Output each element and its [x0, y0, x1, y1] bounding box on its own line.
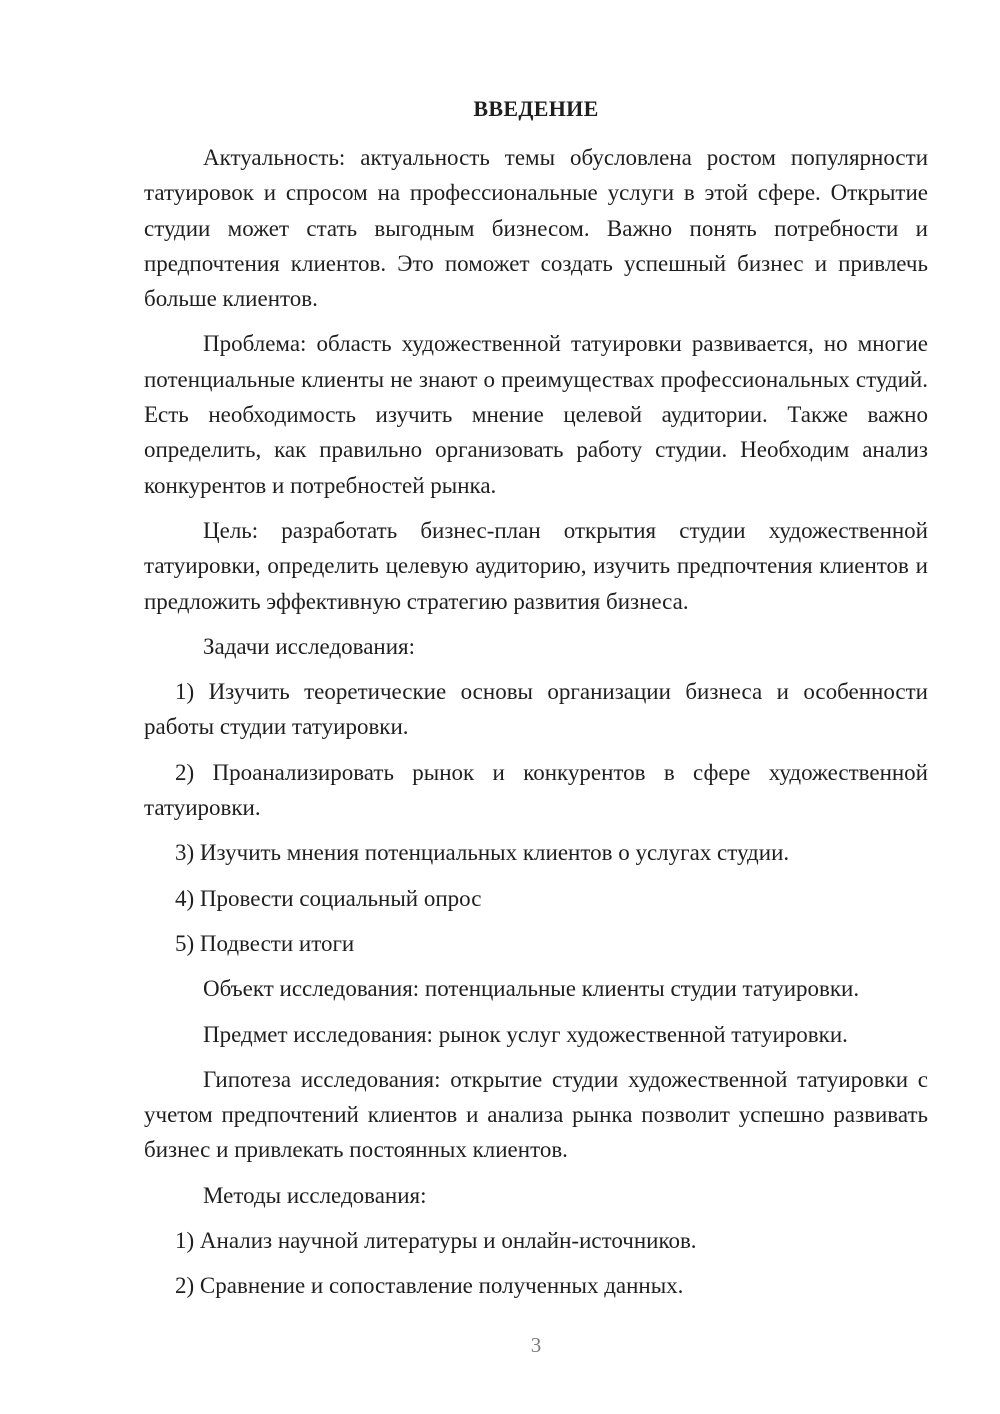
hypothesis-paragraph: Гипотеза исследования: открытие студии художественной татуировки с учетом предпочтений клиентов и анализа рынка позволит успешно развивать бизнес и привлекать постоянных клиентов.	[144, 1066, 928, 1163]
task-item-2: 2) Проанализировать рынок и конкурентов в сфере художественной татуировки.	[144, 759, 928, 821]
methods-heading: Методы исследования:	[203, 1182, 427, 1208]
method-item-2: 2) Сравнение и сопоставление полученных данных.	[175, 1273, 684, 1299]
object-paragraph: Объект исследования: потенциальные клиенты студии татуировки.	[203, 976, 860, 1002]
task-item-3: 3) Изучить мнения потенциальных клиентов о услугах студии.	[175, 840, 790, 866]
method-item-1: 1) Анализ научной литературы и онлайн-источников.	[175, 1228, 697, 1254]
document-body	[144, 140, 928, 1314]
task-item-1: 1) Изучить теоретические основы организации бизнеса и особенности работы студии татуировки.	[144, 679, 928, 740]
task-item-5: 5) Подвести итоги	[175, 930, 355, 956]
subject-paragraph: Предмет исследования: рынок услуг художественной татуировки.	[203, 1021, 848, 1047]
problem-paragraph: Проблема: область художественной татуировки развивается, но многие потенциальные клиенты не знают о преимуществах профессиональных студий. Есть необходимость изучить мнение целевой аудитории. Также важно определить, как правильно организовать работу студии. Необходим анализ конкурентов и потребностей рынка.	[144, 331, 928, 498]
relevance-paragraph: Актуальность: актуальность темы обусловлена ростом популярности татуировок и спросом на профессиональные услуги в этой сфере. Открытие студии может стать выгодным бизнесом. Важно понять потребности и предпочтения клиентов. Это поможет создать успешный бизнес и привлечь больше клиентов.	[144, 145, 928, 312]
goal-paragraph: Цель: разработать бизнес-план открытия студии художественной татуировки, определить целевую аудиторию, изучить предпочтения клиентов и предложить эффективную стратегию развития бизнеса.	[144, 517, 928, 614]
tasks-heading: Задачи исследования:	[203, 633, 416, 659]
page-number: 3	[530, 1333, 542, 1357]
task-item-4: 4) Провести социальный опрос	[175, 885, 482, 911]
page-title: ВВЕДЕНИЕ	[473, 96, 599, 121]
